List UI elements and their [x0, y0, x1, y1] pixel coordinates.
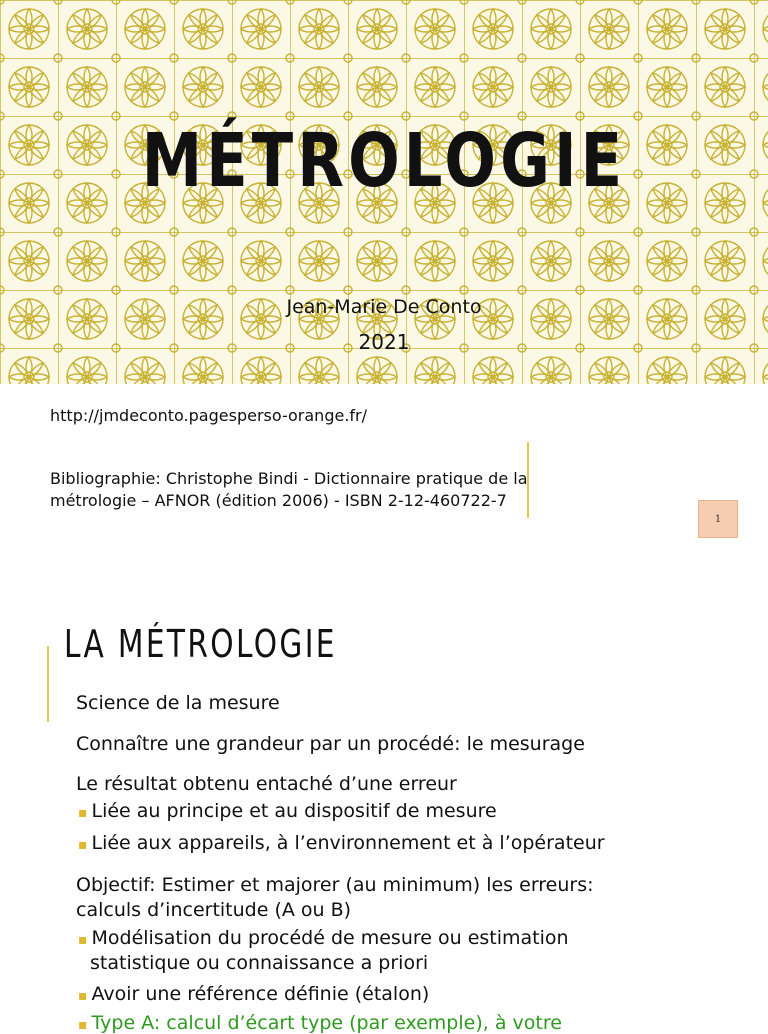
bullet-icon: ▪ — [78, 988, 88, 1004]
list-item: Le résultat obtenu entaché d’une erreur — [76, 773, 457, 795]
bullet-icon: ▪ — [78, 1017, 88, 1033]
website-url[interactable]: http://jmdeconto.pagesperso-orange.fr/ — [50, 406, 368, 425]
sub-list-item: ▪ Liée aux appareils, à l’environnement et à l’opérateur — [78, 832, 605, 854]
bullet-icon: ▪ — [78, 932, 88, 948]
list-item: calculs d’incertitude (A ou B) — [76, 899, 352, 921]
author-name: Jean-Marie De Conto — [286, 296, 482, 318]
list-item: Objectif: Estimer et majorer (au minimum) les erreurs: — [76, 874, 594, 896]
list-item: Connaître une grandeur par un procédé: le mesurage — [76, 733, 585, 755]
presentation-title: MÉTROLOGIE — [141, 118, 627, 204]
slide-title: LA MÉTROLOGIE — [64, 622, 337, 666]
bibliography — [50, 468, 610, 512]
sub-list-item-continuation: statistique ou connaissance a priori — [90, 952, 429, 974]
sub-list-item: ▪ Modélisation du procédé de mesure ou estimation — [78, 927, 569, 949]
content-slide — [0, 560, 768, 1034]
bullet-icon: ▪ — [78, 837, 88, 853]
bibliography-line: métrologie – AFNOR (édition 2006) - ISBN 2-12-460722-7 — [50, 491, 507, 510]
decorative-banner — [0, 0, 768, 384]
year: 2021 — [358, 330, 410, 354]
accent-divider — [47, 646, 49, 722]
list-item: Science de la mesure — [76, 692, 280, 714]
sub-list-item: ▪ Liée au principe et au dispositif de mesure — [78, 800, 497, 822]
bibliography-line: Bibliographie: Christophe Bindi - Dictionnaire pratique de la — [50, 469, 528, 488]
sub-list-item: ▪ Avoir une référence définie (étalon) — [78, 983, 430, 1005]
bullet-icon: ▪ — [78, 805, 88, 821]
page-number-badge: 1 — [698, 500, 738, 538]
sub-list-item: ▪ Type A: calcul d’écart type (par exemple), à votre — [78, 1012, 562, 1034]
